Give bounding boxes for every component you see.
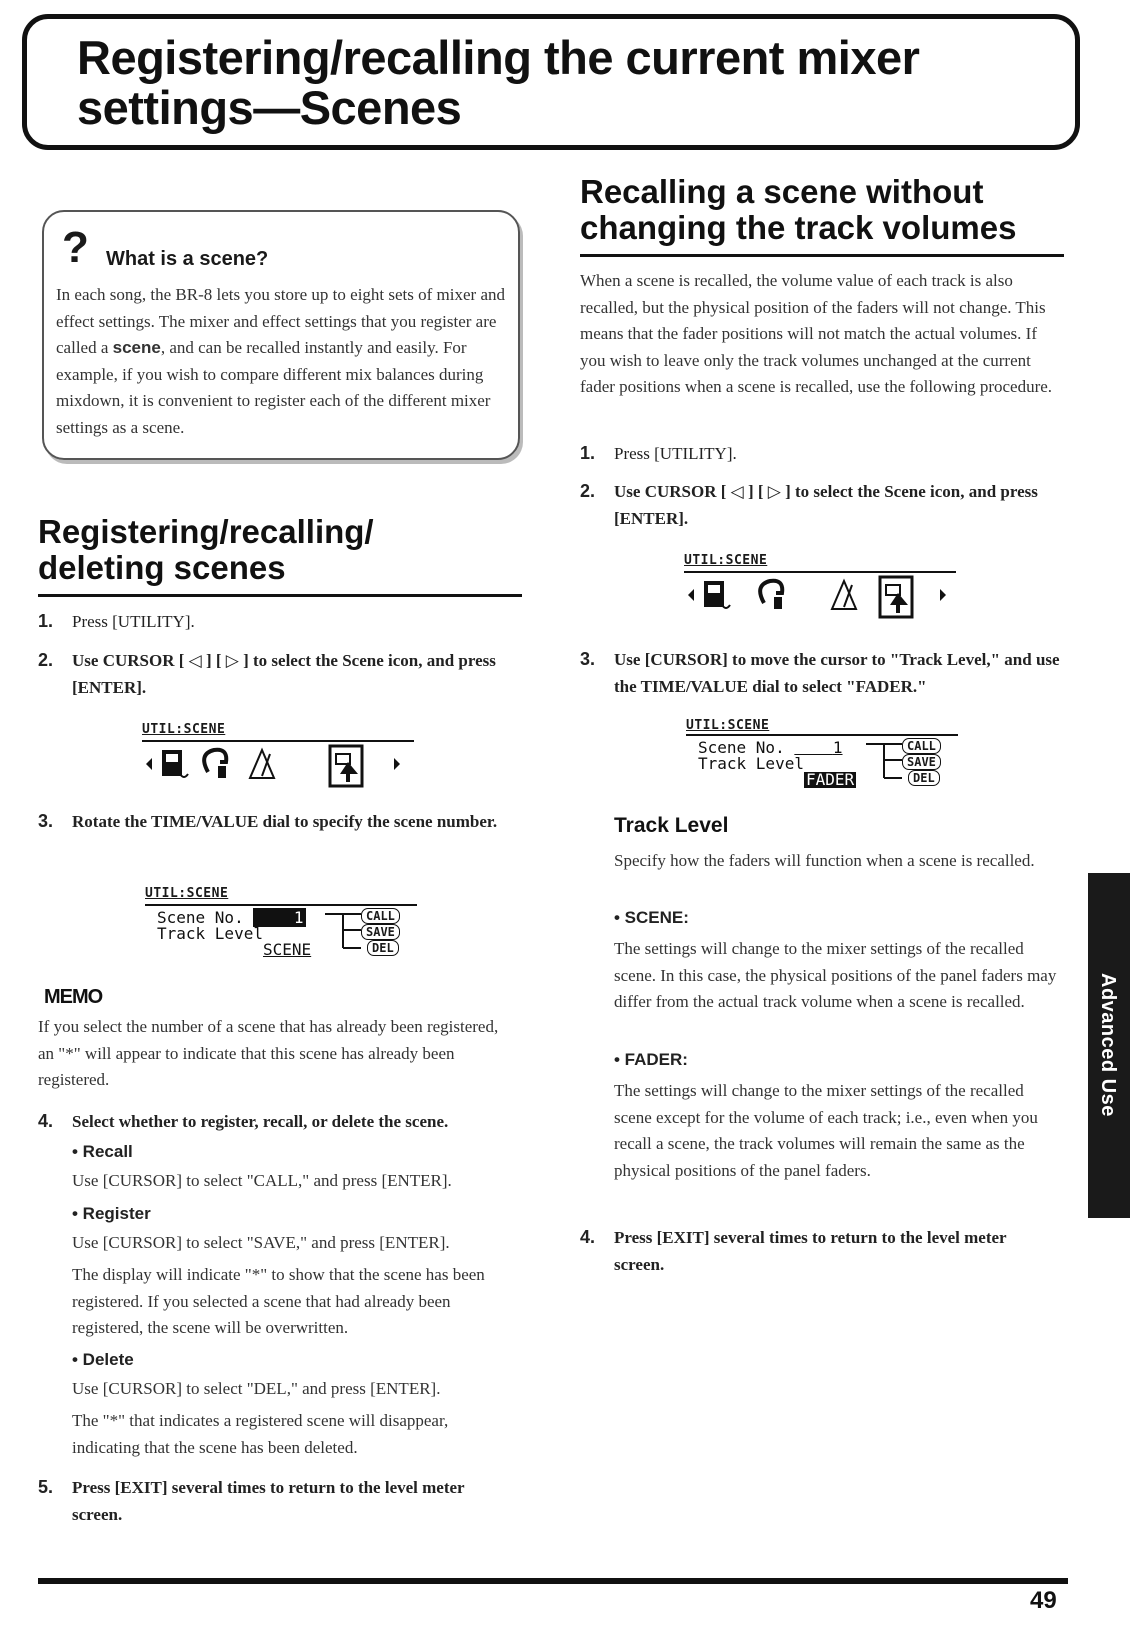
lcd-screen-scene-number: [145, 886, 425, 958]
title-box: [22, 14, 1080, 150]
lcd-header: UTIL:SCENE: [684, 553, 768, 568]
lcd-track-level-value: SCENE: [263, 940, 312, 959]
lcd-save-button: SAVE: [902, 754, 941, 770]
left-heading-rule: [38, 594, 522, 597]
lcd-screen-fader: [686, 718, 966, 790]
memo-label: MEMO: [44, 986, 103, 1008]
page-number: 49: [1030, 1587, 1057, 1614]
lcd-header: UTIL:SCENE: [142, 722, 226, 737]
side-tab: [1088, 873, 1130, 1218]
lcd-header: UTIL:SCENE: [686, 718, 770, 733]
recall-label: • Recall: [72, 1142, 133, 1161]
lcd-call-button: CALL: [902, 738, 941, 754]
delete-note: The "*" that indicates a registered scene will disappear, indicating that the scene has been deleted.: [72, 1411, 449, 1457]
register-text: Use [CURSOR] to select "SAVE," and press [ENTER].: [72, 1233, 450, 1252]
page-title: Registering/recalling the current mixer settings—Scenes: [77, 31, 920, 134]
lcd-scene-no-row: Scene No. 1: [698, 738, 843, 757]
register-label: • Register: [72, 1204, 151, 1223]
lcd-del-button: DEL: [367, 940, 399, 956]
lcd-icon-row: [142, 744, 414, 794]
left-arrow-icon: [146, 758, 152, 770]
info-box-body: In each song, the BR-8 lets you store up to eight sets of mixer and effect settings. The mixer and effect settings that you register are called a scene, and can be recalled instantly and easily. For example, if you wish to compare different mix balances during mixdown, it is convenient to register each of the different mixer settings as a scene.: [56, 285, 505, 437]
disk-icon: [162, 750, 188, 777]
left-section-heading: Registering/recalling/ deleting scenes: [38, 513, 374, 586]
lcd-screen-icons-left: [142, 722, 414, 792]
loop-icon: [204, 750, 226, 778]
delete-label: • Delete: [72, 1350, 134, 1369]
lcd-track-level-row: Track Level: [157, 924, 263, 943]
fader-option-label: • FADER:: [614, 1050, 688, 1069]
fader-option-text: The settings will change to the mixer settings of the recalled scene except for the volume of each track; i.e., even when you recall a scene, the track volumes will remain the same as the physical positions of the panel faders.: [614, 1081, 1038, 1180]
delete-text: Use [CURSOR] to select "DEL," and press [ENTER].: [72, 1379, 441, 1398]
right-arrow-icon: [394, 758, 400, 770]
lcd-icon-row: [684, 575, 956, 625]
footer-rule: [38, 1578, 1068, 1584]
memo-text: If you select the number of a scene that has already been registered, an "*" will appear to indicate that this scene has already been registered.: [38, 1017, 499, 1090]
scene-icon: [330, 746, 362, 786]
lcd-scene-no-row: Scene No. 1: [157, 908, 304, 927]
lcd-save-button: SAVE: [361, 924, 400, 940]
lcd-track-level-row: Track Level: [698, 754, 804, 773]
lcd-screen-icons-right: [684, 553, 956, 623]
info-box-title: What is a scene?: [106, 248, 269, 270]
side-tab-label: Advanced Use: [1097, 973, 1119, 1117]
recall-text: Use [CURSOR] to select "CALL," and press [ENTER].: [72, 1171, 452, 1190]
lcd-scene-no-value: 1: [253, 908, 305, 927]
right-section-heading: Recalling a scene without changing the track volumes: [580, 173, 1017, 246]
lcd-track-level-value: FADER: [806, 770, 855, 789]
lcd-del-button: DEL: [908, 770, 940, 786]
register-note: The display will indicate "*" to show that the scene has been registered. If you selected a scene that had already been registered, the scene will be overwritten.: [72, 1265, 485, 1338]
scene-option-text: The settings will change to the mixer settings of the recalled scene. In this case, the physical positions of the panel faders may differ from the actual track volume when a scene is recalled.: [614, 939, 1057, 1012]
scene-icon: [880, 577, 912, 617]
info-box: [42, 210, 520, 460]
right-intro: When a scene is recalled, the volume value of each track is also recalled, but the physical position of the faders will not change. This means that the fader positions will not match the actual volumes. If you wish to leave only the track volumes unchanged at the current fader positions when a scene is recalled, use the following procedure.: [580, 271, 1053, 397]
left-arrow-icon: [688, 589, 694, 601]
disk-icon: [704, 581, 730, 608]
lcd-call-button: CALL: [361, 908, 400, 924]
loop-icon: [760, 581, 782, 609]
question-icon: ?: [62, 223, 89, 272]
metronome-icon: [250, 750, 274, 778]
right-heading-rule: [580, 254, 1064, 257]
metronome-icon: [832, 581, 856, 609]
right-arrow-icon: [940, 589, 946, 601]
track-level-heading: Track Level: [614, 814, 729, 837]
scene-option-label: • SCENE:: [614, 908, 689, 927]
track-level-text: Specify how the faders will function when a scene is recalled.: [614, 851, 1035, 870]
lcd-header: UTIL:SCENE: [145, 886, 229, 901]
